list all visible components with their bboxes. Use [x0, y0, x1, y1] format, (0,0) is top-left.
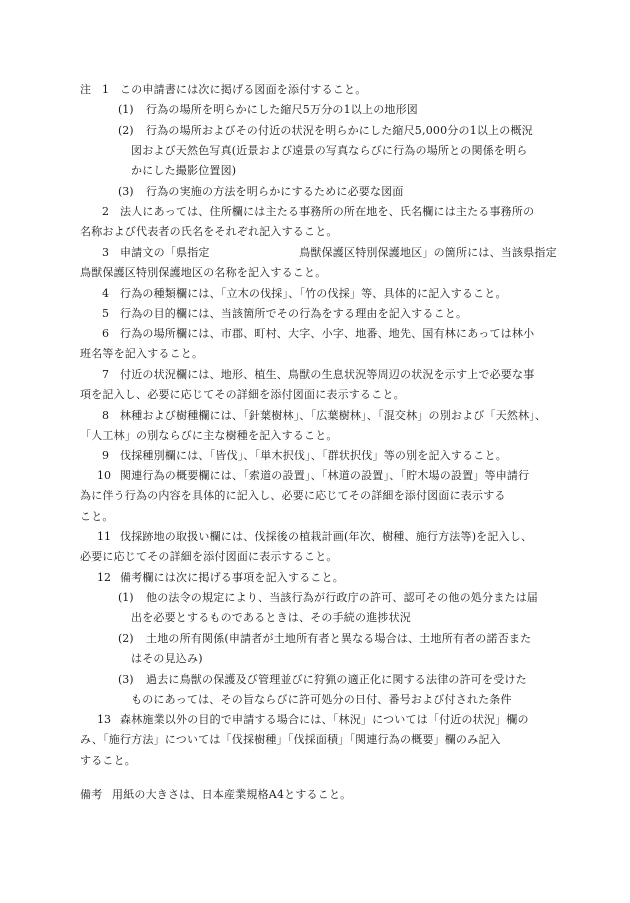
- subnote-number: (1): [118, 591, 134, 604]
- note-number: 10: [97, 469, 111, 482]
- subnote-text: 出を必要とするものであるときは、その手続の進捗状況: [131, 611, 411, 624]
- note-number: 12: [97, 571, 111, 584]
- subnote-text: 他の法令の規定により、当該行為が行政庁の許可、認可その他の処分または届: [146, 591, 538, 604]
- subnote-number: (3): [118, 185, 134, 198]
- note-text: 林種および樹種欄には、「針葉樹林」、「広葉樹林」、「混交林」の別および「天然林」、: [120, 409, 547, 422]
- note-number: 13: [97, 713, 111, 726]
- subnote-text: 図および天然色写真(近景および遠景の写真ならびに行為の場所との関係を明ら: [131, 144, 528, 157]
- subnote-text: 土地の所有関係(申請者が土地所有者と異なる場合は、土地所有者の諾否また: [146, 632, 532, 645]
- note-text: 必要に応じてその詳細を添付図面に表示すること。: [80, 550, 338, 563]
- subnote-text: 行為の場所およびその付近の状況を明らかにした縮尺5,000分の1以上の概況: [146, 124, 533, 137]
- note-number: 2: [102, 205, 109, 218]
- subnote-text: 過去に鳥獣の保護及び管理並びに狩猟の適正化に関する法律の許可を受けた: [146, 673, 527, 686]
- note-text: こと。: [80, 510, 114, 523]
- note-text: 法人にあっては、住所欄には主たる事務所の所在地を、氏名欄には主たる事務所の: [120, 205, 535, 218]
- note-text: 備考欄には次に掲げる事項を記入すること。: [120, 571, 344, 584]
- note-text: み、「施行方法」については「伐採樹種」「伐採面積」「関連行為の概要」欄のみ記入: [80, 733, 501, 746]
- note-text: すること。: [80, 754, 136, 767]
- note-text: 行為の場所欄には、市郡、町村、大字、小字、地番、地先、国有林にあっては林小: [120, 327, 535, 340]
- remarks-heading: 備考: [80, 788, 103, 801]
- note-number: 8: [102, 409, 109, 422]
- note-text: 名称および代表者の氏名をそれぞれ記入すること。: [80, 225, 338, 238]
- subnote-number: (2): [118, 632, 134, 645]
- note-text: この申請書には次に掲げる図面を添付すること。: [120, 83, 367, 96]
- subnote-text: はその見込み): [131, 652, 203, 665]
- note-text: 関連行為の概要欄には、「索道の設置」、「林道の設置」、「貯木場の設置」等申請行: [120, 469, 530, 482]
- subnote-number: (3): [118, 673, 134, 686]
- note-text: 行為の種類欄には、「立木の伐採」、「竹の伐採」等、具体的に記入すること。: [120, 287, 507, 300]
- note-number: 1: [102, 83, 109, 96]
- note-text: 伐採跡地の取扱い欄には、伐採後の植栽計画(年次、樹種、施行方法等)を記入し、: [120, 530, 533, 543]
- note-text: 付近の状況欄には、地形、植生、鳥獣の生息状況等周辺の状況を示す上で必要な事: [120, 368, 535, 381]
- note-number: 4: [102, 287, 109, 300]
- note-number: 7: [102, 368, 109, 381]
- subnote-text: ものにあっては、その旨ならびに許可処分の日付、番号および付された条件: [131, 693, 512, 706]
- note-text: 班名等を記入すること。: [80, 347, 204, 360]
- note-text: 行為の目的欄には、当該箇所でその行為をする理由を記入すること。: [120, 307, 468, 320]
- note-number: 9: [102, 449, 109, 462]
- note-number: 11: [97, 530, 111, 543]
- subnote-text: 行為の実施の方法を明らかにするために必要な図面: [146, 185, 404, 198]
- note-text: 鳥獣保護区特別保護地区の名称を記入すること。: [80, 266, 327, 279]
- subnote-text: かにした撮影位置図): [131, 164, 237, 177]
- subnote-number: (1): [118, 103, 134, 116]
- note-text: 申請文の「県指定 鳥獣保護区特別保護地区」の箇所には、当該県指定: [120, 246, 557, 259]
- note-text: 項を記入し、必要に応じてその詳細を添付図面に表示すること。: [80, 388, 405, 401]
- note-text: 伐採種別欄には、「皆伐」、「単木択伐」、「群状択伐」等の別を記入すること。: [120, 449, 507, 462]
- note-number: 3: [102, 246, 109, 259]
- subnote-number: (2): [118, 124, 134, 137]
- notes-heading: 注: [80, 83, 92, 96]
- subnote-text: 行為の場所を明らかにした縮尺5万分の1以上の地形図: [146, 103, 418, 116]
- note-text: 「人工林」の別ならびに主な樹種を記入すること。: [80, 429, 338, 442]
- remarks-text: 用紙の大きさは、日本産業規格A4とすること。: [112, 788, 352, 801]
- note-text: 為に伴う行為の内容を具体的に記入し、必要に応じてその詳細を添付図面に表示する: [80, 489, 506, 502]
- note-number: 6: [102, 327, 109, 340]
- note-number: 5: [102, 307, 109, 320]
- note-text: 森林施業以外の目的で申請する場合には、「林況」については「付近の状況」欄の: [120, 713, 529, 726]
